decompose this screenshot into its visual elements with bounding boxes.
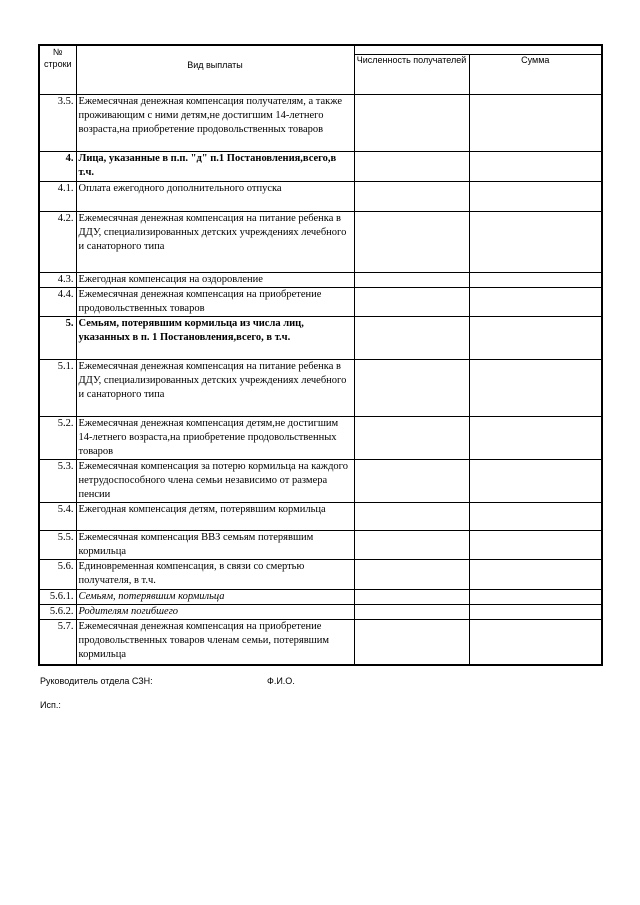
- sum-cell[interactable]: [469, 531, 602, 560]
- row-number: 5.6.2.: [39, 605, 76, 620]
- sum-cell[interactable]: [469, 503, 602, 531]
- table-row: [39, 560, 602, 590]
- header-row-no: № строки: [39, 45, 76, 95]
- payment-type-cell: Ежемесячная денежная компенсация на приобретение продовольственных товаров: [76, 288, 354, 317]
- payment-type-cell: Родителям погибшего: [76, 605, 354, 620]
- table-row: [39, 460, 602, 503]
- sum-cell[interactable]: [469, 460, 602, 503]
- row-number: 5.6.: [39, 560, 76, 590]
- payment-type-cell: Ежемесячная денежная компенсация детям,не достигшим 14-летнего возраста,на приобретение продовольственных товаров: [76, 417, 354, 460]
- header-blank-band: [354, 45, 602, 55]
- recipients-count-cell[interactable]: [354, 620, 469, 666]
- payment-type-cell: Ежемесячная денежная компенсация на приобретение продовольственных товаров членам семьи, потерявшим кормильца: [76, 620, 354, 666]
- payment-type-cell: Единовременная компенсация, в связи со смертью получателя, в т.ч.: [76, 560, 354, 590]
- recipients-count-cell[interactable]: [354, 503, 469, 531]
- payment-type-cell: Ежегодная компенсация на оздоровление: [76, 273, 354, 288]
- table-row: [39, 317, 602, 360]
- row-number: 5.6.1.: [39, 590, 76, 605]
- recipients-count-cell[interactable]: [354, 460, 469, 503]
- table-row: [39, 212, 602, 273]
- table-row: [39, 605, 602, 620]
- payment-type-cell: Ежемесячная денежная компенсация получателям, а также проживающим с ними детям,не достигшим 14-летнего возраста,на приобретение продовольственных товаров: [76, 95, 354, 152]
- sum-cell[interactable]: [469, 317, 602, 360]
- recipients-count-cell[interactable]: [354, 360, 469, 417]
- payment-type-cell: Лица, указанные в п.п. "д" п.1 Постановления,всего,в т.ч.: [76, 152, 354, 182]
- row-number: 4.3.: [39, 273, 76, 288]
- table-row: [39, 95, 602, 152]
- row-number: 5.7.: [39, 620, 76, 666]
- payments-table: [38, 44, 603, 666]
- recipients-count-cell[interactable]: [354, 560, 469, 590]
- recipients-count-cell[interactable]: [354, 531, 469, 560]
- sum-cell[interactable]: [469, 273, 602, 288]
- row-number: 5.1.: [39, 360, 76, 417]
- recipients-count-cell[interactable]: [354, 273, 469, 288]
- payment-type-cell: Ежемесячная компенсация ВВЗ семьям потерявшим кормильца: [76, 531, 354, 560]
- table-row: [39, 360, 602, 417]
- table-row: [39, 620, 602, 666]
- recipients-count-cell[interactable]: [354, 288, 469, 317]
- header-sum: Сумма: [469, 55, 602, 95]
- table-row: [39, 590, 602, 605]
- table-row: [39, 417, 602, 460]
- payment-type-cell: Ежегодная компенсация детям, потерявшим кормильца: [76, 503, 354, 531]
- recipients-count-cell[interactable]: [354, 182, 469, 212]
- payment-type-cell: Семьям, потерявшим кормильца из числа лиц, указанных в п. 1 Постановления,всего, в т.ч.: [76, 317, 354, 360]
- row-number: 5.4.: [39, 503, 76, 531]
- payment-type-cell: Ежемесячная компенсация за потерю кормильца на каждого нетрудоспособного члена семьи независимо от размера пенсии: [76, 460, 354, 503]
- recipients-count-cell[interactable]: [354, 590, 469, 605]
- table-row: [39, 273, 602, 288]
- recipients-count-cell[interactable]: [354, 317, 469, 360]
- footer-fio-label: Ф.И.О.: [267, 676, 295, 686]
- table-row: [39, 288, 602, 317]
- sum-cell[interactable]: [469, 182, 602, 212]
- header-row-top: [39, 45, 602, 55]
- payment-type-cell: Ежемесячная денежная компенсация на питание ребенка в ДДУ, специализированных детских учреждениях лечебного и санаторного типа: [76, 212, 354, 273]
- sum-cell[interactable]: [469, 417, 602, 460]
- report-sheet: [38, 44, 601, 666]
- table-row: [39, 152, 602, 182]
- row-number: 4.4.: [39, 288, 76, 317]
- header-payment-type: Вид выплаты: [76, 45, 354, 95]
- sum-cell[interactable]: [469, 212, 602, 273]
- row-number: 4.: [39, 152, 76, 182]
- header-recipients-count: Численность получателей: [354, 55, 469, 95]
- sum-cell[interactable]: [469, 95, 602, 152]
- footer-executor-label: Исп.:: [40, 700, 61, 710]
- sum-cell[interactable]: [469, 360, 602, 417]
- recipients-count-cell[interactable]: [354, 212, 469, 273]
- row-number: 5.3.: [39, 460, 76, 503]
- table-row: [39, 503, 602, 531]
- payment-type-cell: Оплата ежегодного дополнительного отпуска: [76, 182, 354, 212]
- table-row: [39, 182, 602, 212]
- row-number: 4.2.: [39, 212, 76, 273]
- payment-type-cell: Ежемесячная денежная компенсация на питание ребенка в ДДУ, специализированных детских учреждениях лечебного и санаторного типа: [76, 360, 354, 417]
- recipients-count-cell[interactable]: [354, 417, 469, 460]
- row-number: 5.5.: [39, 531, 76, 560]
- sum-cell[interactable]: [469, 152, 602, 182]
- sum-cell[interactable]: [469, 560, 602, 590]
- row-number: 3.5.: [39, 95, 76, 152]
- sum-cell[interactable]: [469, 620, 602, 666]
- row-number: 4.1.: [39, 182, 76, 212]
- recipients-count-cell[interactable]: [354, 95, 469, 152]
- sum-cell[interactable]: [469, 605, 602, 620]
- row-number: 5.2.: [39, 417, 76, 460]
- recipients-count-cell[interactable]: [354, 605, 469, 620]
- sum-cell[interactable]: [469, 590, 602, 605]
- recipients-count-cell[interactable]: [354, 152, 469, 182]
- table-row: [39, 531, 602, 560]
- row-number: 5.: [39, 317, 76, 360]
- payment-type-cell: Семьям, потерявшим кормильца: [76, 590, 354, 605]
- sum-cell[interactable]: [469, 288, 602, 317]
- footer-head-label: Руководитель отдела СЗН:: [40, 676, 153, 686]
